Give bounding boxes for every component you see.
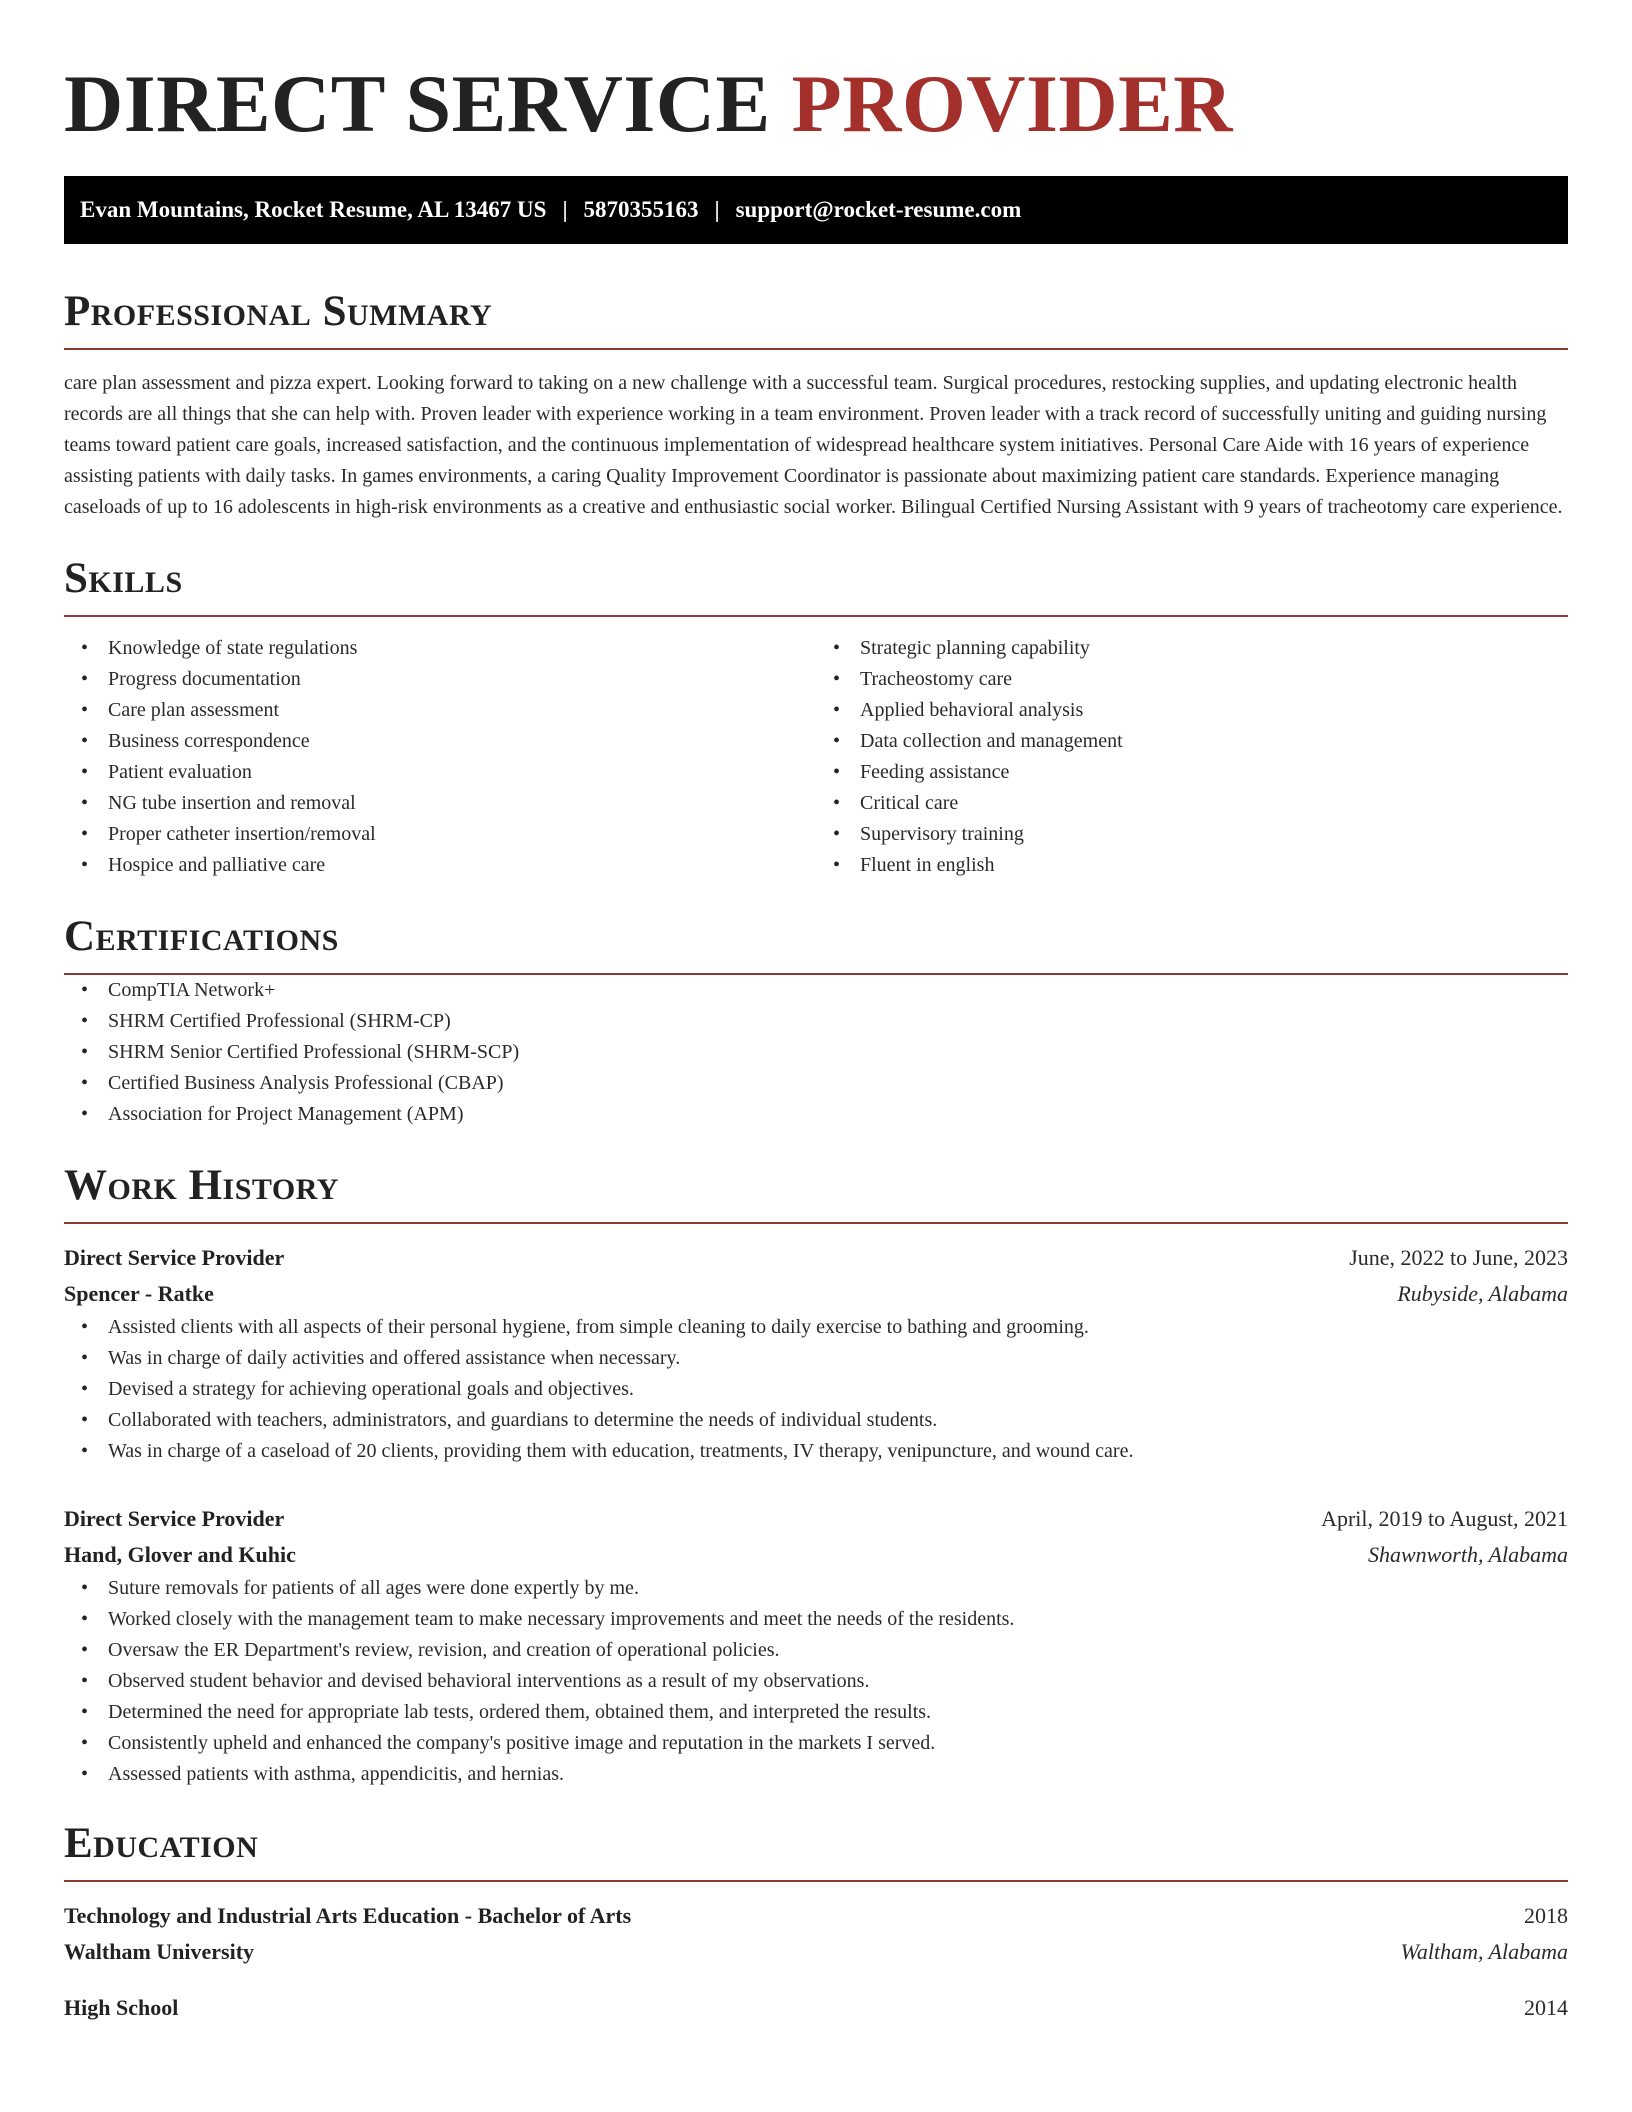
skill-item: • Knowledge of state regulations: [64, 633, 816, 664]
education-degree-row: [64, 1898, 1568, 1934]
skills-section: [64, 553, 1568, 881]
section-divider: [64, 1222, 1568, 1224]
job-location: Shawnworth, Alabama: [1367, 1542, 1568, 1567]
section-heading: Work History: [64, 1162, 339, 1209]
skill-item: • Patient evaluation: [64, 757, 816, 788]
job-bullet: • Was in charge of daily activities and offered assistance when necessary.: [64, 1343, 1568, 1374]
education-school-row: [64, 1934, 1568, 1970]
certification-item: • SHRM Senior Certified Professional (SHRM-SCP): [64, 1037, 1568, 1068]
job-company-row: [64, 1537, 1568, 1573]
skill-item: • Tracheostomy care: [816, 664, 1568, 695]
skill-item: • Feeding assistance: [816, 757, 1568, 788]
summary-text: care plan assessment and pizza expert. Looking forward to taking on a new challenge with a successful team. Surgical procedures, restocking supplies, and updating electronic health records are all things that she can help with. Proven leader with experience working in a team environment. Proven leader with a track record of successfully uniting and guiding nursing teams toward patient care goals, increased satisfaction, and the continuous implementation of widespread healthcare system initiatives. Personal Care Aide with 16 years of experience assisting patients with daily tasks. In games environments, a caring Quality Improvement Coordinator is passionate about maximizing patient care standards. Experience managing caseloads of up to 16 adolescents in high-risk environments as a creative and enthusiastic social worker. Bilingual Certified Nursing Assistant with 9 years of tracheotomy care experience.: [64, 372, 1563, 518]
job-bullet: • Assessed patients with asthma, appendicitis, and hernias.: [64, 1759, 1568, 1790]
work-history-section: [64, 1160, 1568, 1790]
education-location: Waltham, Alabama: [1400, 1939, 1568, 1964]
section-heading: Education: [64, 1820, 259, 1867]
page-title: [64, 56, 1568, 152]
contact-bar: [64, 176, 1568, 244]
skill-item: • Care plan assessment: [64, 695, 816, 726]
job-bullet: • Assisted clients with all aspects of their personal hygiene, from simple cleaning to daily exercise to bathing and grooming.: [64, 1312, 1568, 1343]
job-title-row: [64, 1501, 1568, 1537]
job-dates: June, 2022 to June, 2023: [1349, 1245, 1568, 1270]
job-entry: [64, 1501, 1568, 1790]
skill-item: • Supervisory training: [816, 819, 1568, 850]
skill-item: • Applied behavioral analysis: [816, 695, 1568, 726]
job-bullet: • Consistently upheld and enhanced the company's positive image and reputation in the markets I served.: [64, 1728, 1568, 1759]
certification-item: • CompTIA Network+: [64, 975, 1568, 1006]
skill-item: • Proper catheter insertion/removal: [64, 819, 816, 850]
job-bullet: • Collaborated with teachers, administrators, and guardians to determine the needs of individual students.: [64, 1405, 1568, 1436]
skill-item: • Critical care: [816, 788, 1568, 819]
section-heading: Certifications: [64, 913, 339, 960]
job-bullet: • Suture removals for patients of all ages were done expertly by me.: [64, 1573, 1568, 1604]
education-section: [64, 1818, 1568, 2026]
section-heading: Skills: [64, 555, 183, 602]
job-title-row: [64, 1240, 1568, 1276]
skill-item: • Business correspondence: [64, 726, 816, 757]
skill-item: • NG tube insertion and removal: [64, 788, 816, 819]
contact-phone: 5870355163: [583, 197, 699, 222]
education-year: 2014: [1524, 1995, 1568, 2020]
job-bullets: [64, 1573, 1568, 1790]
job-company: Spencer - Ratke: [64, 1281, 214, 1306]
certification-item: • Association for Project Management (APM): [64, 1099, 1568, 1130]
job-bullets: [64, 1312, 1568, 1467]
skill-item: • Progress documentation: [64, 664, 816, 695]
section-divider: [64, 1880, 1568, 1882]
skills-list-left: [64, 633, 816, 881]
professional-summary-section: [64, 286, 1568, 523]
contact-address: Evan Mountains, Rocket Resume, AL 13467 US: [80, 197, 547, 222]
title-main: DIRECT SERVICE: [64, 58, 792, 149]
job-bullet: • Devised a strategy for achieving operational goals and objectives.: [64, 1374, 1568, 1405]
certifications-list: [64, 975, 1568, 1130]
skill-item: • Strategic planning capability: [816, 633, 1568, 664]
education-degree: High School: [64, 1995, 179, 2020]
skill-item: • Data collection and management: [816, 726, 1568, 757]
job-bullet: • Was in charge of a caseload of 20 clients, providing them with education, treatments, IV therapy, venipuncture, and wound care.: [64, 1436, 1568, 1467]
job-entry: [64, 1240, 1568, 1467]
skills-list-right: [816, 633, 1568, 881]
section-heading: Professional Summary: [64, 288, 493, 335]
education-school: Waltham University: [64, 1939, 255, 1964]
job-company-row: [64, 1276, 1568, 1312]
job-title: Direct Service Provider: [64, 1245, 285, 1270]
job-bullet: • Observed student behavior and devised behavioral interventions as a result of my observations.: [64, 1666, 1568, 1697]
education-degree-row: [64, 1990, 1568, 2026]
skill-item: • Fluent in english: [816, 850, 1568, 881]
section-divider: [64, 615, 1568, 617]
title-accent: PROVIDER: [791, 58, 1234, 149]
education-degree: Technology and Industrial Arts Education - Bachelor of Arts: [64, 1903, 632, 1928]
contact-email: support@rocket-resume.com: [735, 197, 1022, 222]
education-year: 2018: [1524, 1903, 1568, 1928]
job-bullet: • Determined the need for appropriate lab tests, ordered them, obtained them, and interpreted the results.: [64, 1697, 1568, 1728]
job-company: Hand, Glover and Kuhic: [64, 1542, 296, 1567]
contact-separator: |: [714, 197, 720, 222]
section-divider: [64, 348, 1568, 350]
job-location: Rubyside, Alabama: [1397, 1281, 1568, 1306]
job-bullet: • Oversaw the ER Department's review, revision, and creation of operational policies.: [64, 1635, 1568, 1666]
job-title: Direct Service Provider: [64, 1506, 285, 1531]
skills-grid: [64, 633, 1568, 881]
certification-item: • Certified Business Analysis Professional (CBAP): [64, 1068, 1568, 1099]
certifications-section: [64, 911, 1568, 1130]
job-dates: April, 2019 to August, 2021: [1321, 1506, 1568, 1531]
certification-item: • SHRM Certified Professional (SHRM-CP): [64, 1006, 1568, 1037]
contact-separator: |: [562, 197, 568, 222]
skill-item: • Hospice and palliative care: [64, 850, 816, 881]
education-entry: [64, 1990, 1568, 2026]
job-bullet: • Worked closely with the management team to make necessary improvements and meet the needs of the residents.: [64, 1604, 1568, 1635]
education-entry: [64, 1898, 1568, 1970]
